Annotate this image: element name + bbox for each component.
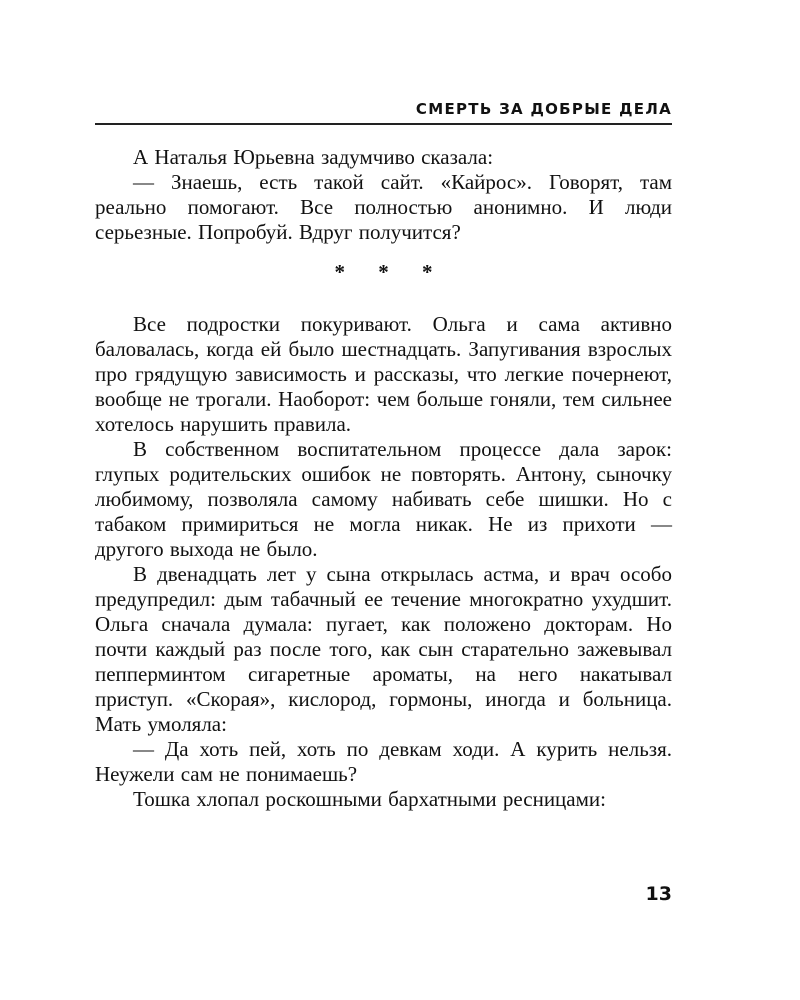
- header-rule: [95, 123, 672, 125]
- paragraph-3: Все подростки покуривают. Ольга и сама активно баловалась, когда ей было шестнадцать. Запугивания взрослых про грядущую зависимость и рассказы, что легкие почернеют, вообще не трогали. Наоборот: чем больше гоняли, тем сильнее хотелось нарушить правила.: [95, 312, 672, 436]
- paragraph-1: А Наталья Юрьевна задумчиво сказала:: [133, 145, 494, 169]
- running-head: СМЕРТЬ ЗА ДОБРЫЕ ДЕЛА: [415, 100, 672, 118]
- paragraph-6: — Да хоть пей, хоть по девкам ходи. А курить нельзя. Неужели сам не понимаешь?: [95, 737, 672, 786]
- section-separator: * * *: [334, 260, 447, 284]
- paragraph-5: В двенадцать лет у сына открылась астма, и врач особо предупредил: дым табачный ее течение многократно ухудшит. Ольга сначала думала: пугает, как положено докторам. Но почти каждый раз после того, как сын старательно зажевывал пепперминтом сигаретные ароматы, на него накатывал приступ. «Скорая», кислород, гормоны, иногда и больница. Мать умоляла:: [95, 562, 672, 736]
- body-text: [95, 145, 672, 812]
- paragraph-2: — Знаешь, есть такой сайт. «Кайрос». Говорят, там реально помогают. Все полностью анонимно. И люди серьезные. Попробуй. Вдруг получится?: [95, 170, 672, 244]
- paragraph-7: Тошка хлопал роскошными бархатными ресницами:: [133, 787, 606, 811]
- paragraph-4: В собственном воспитательном процессе дала зарок: глупых родительских ошибок не повторять. Антону, сыночку любимому, позволяла самому набивать себе шишки. Но с табаком примириться не могла никак. Не из прихоти — другого выхода не было.: [95, 437, 672, 561]
- page-number: 13: [645, 883, 672, 905]
